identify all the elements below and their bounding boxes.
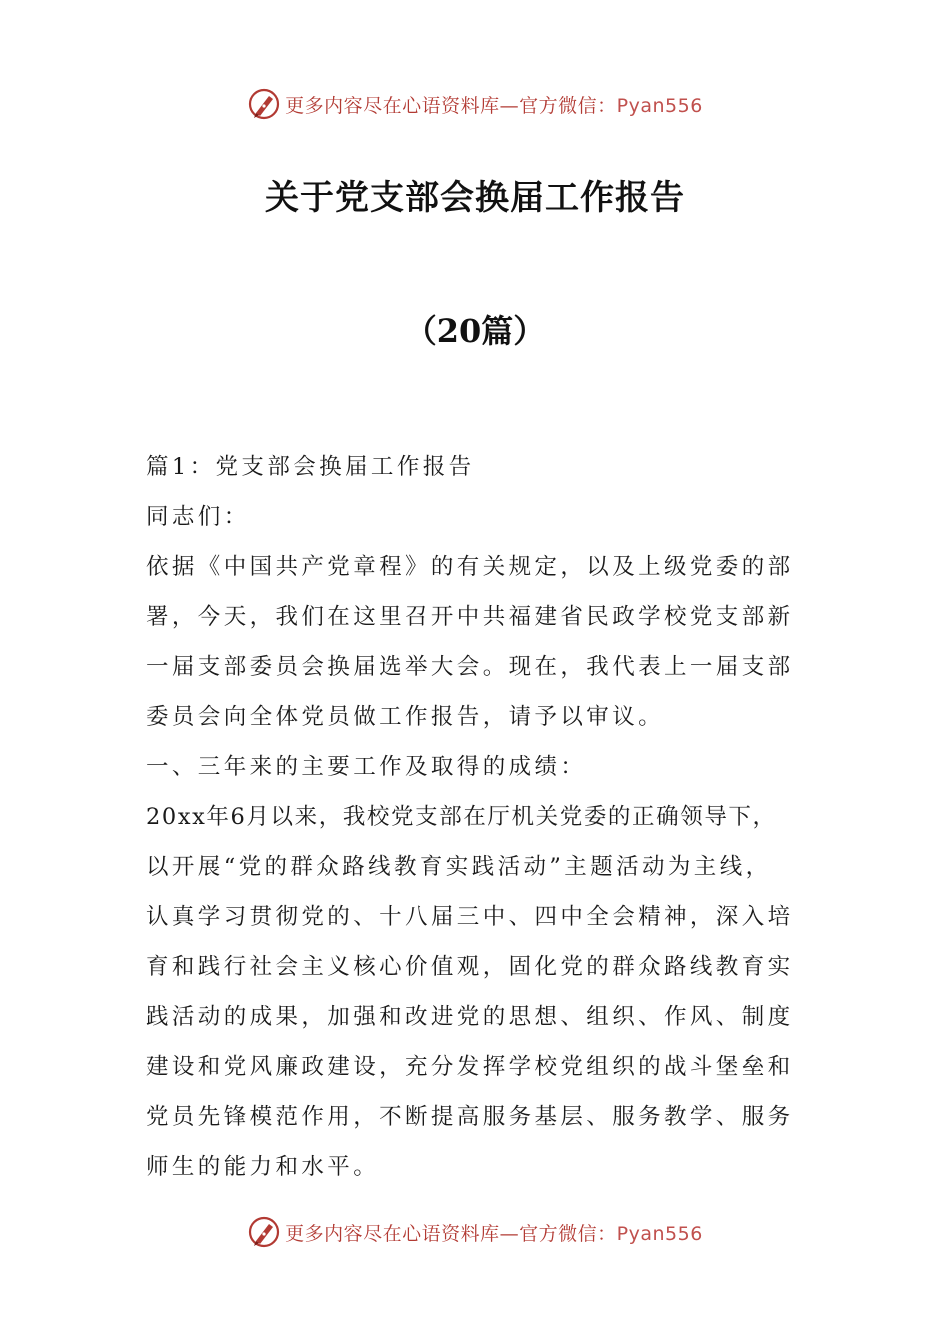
section-heading: 篇1：党支部会换届工作报告 [146, 454, 475, 480]
paragraph-line: 委员会向全体党员做工作报告，请予以审议。 [146, 704, 665, 730]
paragraph-line: 建设和党风廉政建设，充分发挥学校党组织的战斗堡垒和 [146, 1054, 794, 1080]
paragraph-line: 署，今天，我们在这里召开中共福建省民政学校党支部新 [146, 604, 794, 630]
paragraph-line: 育和践行社会主义核心价值观，固化党的群众路线教育实 [146, 954, 794, 980]
footer-banner-text: 更多内容尽在心语资料库—官方微信：Pyan556 [285, 1222, 703, 1245]
footer-wechat-id: Pyan556 [616, 1222, 703, 1245]
salutation: 同志们： [146, 504, 250, 530]
paragraph-line: 师生的能力和水平。 [146, 1154, 380, 1180]
header-wechat-id: Pyan556 [616, 94, 703, 117]
pen-logo-icon [247, 1215, 281, 1249]
paragraph-line: 20xx年6月以来，我校党支部在厅机关党委的正确领导下， [146, 804, 777, 830]
document-subtitle: （20篇） [404, 312, 546, 350]
paragraph-line: 践活动的成果，加强和改进党的思想、组织、作风、制度 [146, 1004, 794, 1030]
paragraph-line: 一届支部委员会换届选举大会。现在，我代表上一届支部 [146, 654, 794, 680]
paragraph-line: 认真学习贯彻党的、十八届三中、四中全会精神，深入培 [146, 904, 794, 930]
paragraph-line: 党员先锋模范作用，不断提高服务基层、服务教学、服务 [146, 1104, 794, 1130]
paragraph-line: 以开展“党的群众路线教育实践活动”主题活动为主线， [146, 854, 772, 880]
subsection-heading: 一、三年来的主要工作及取得的成绩： [146, 754, 587, 780]
paragraph-line: 依据《中国共产党章程》的有关规定，以及上级党委的部 [146, 554, 794, 580]
header-banner-text: 更多内容尽在心语资料库—官方微信：Pyan556 [285, 94, 703, 117]
document-body [146, 442, 810, 1192]
document-title: 关于党支部会换届工作报告 [265, 178, 685, 218]
header-banner [0, 84, 950, 124]
pen-logo-icon [247, 87, 281, 121]
footer-banner [0, 1212, 950, 1252]
